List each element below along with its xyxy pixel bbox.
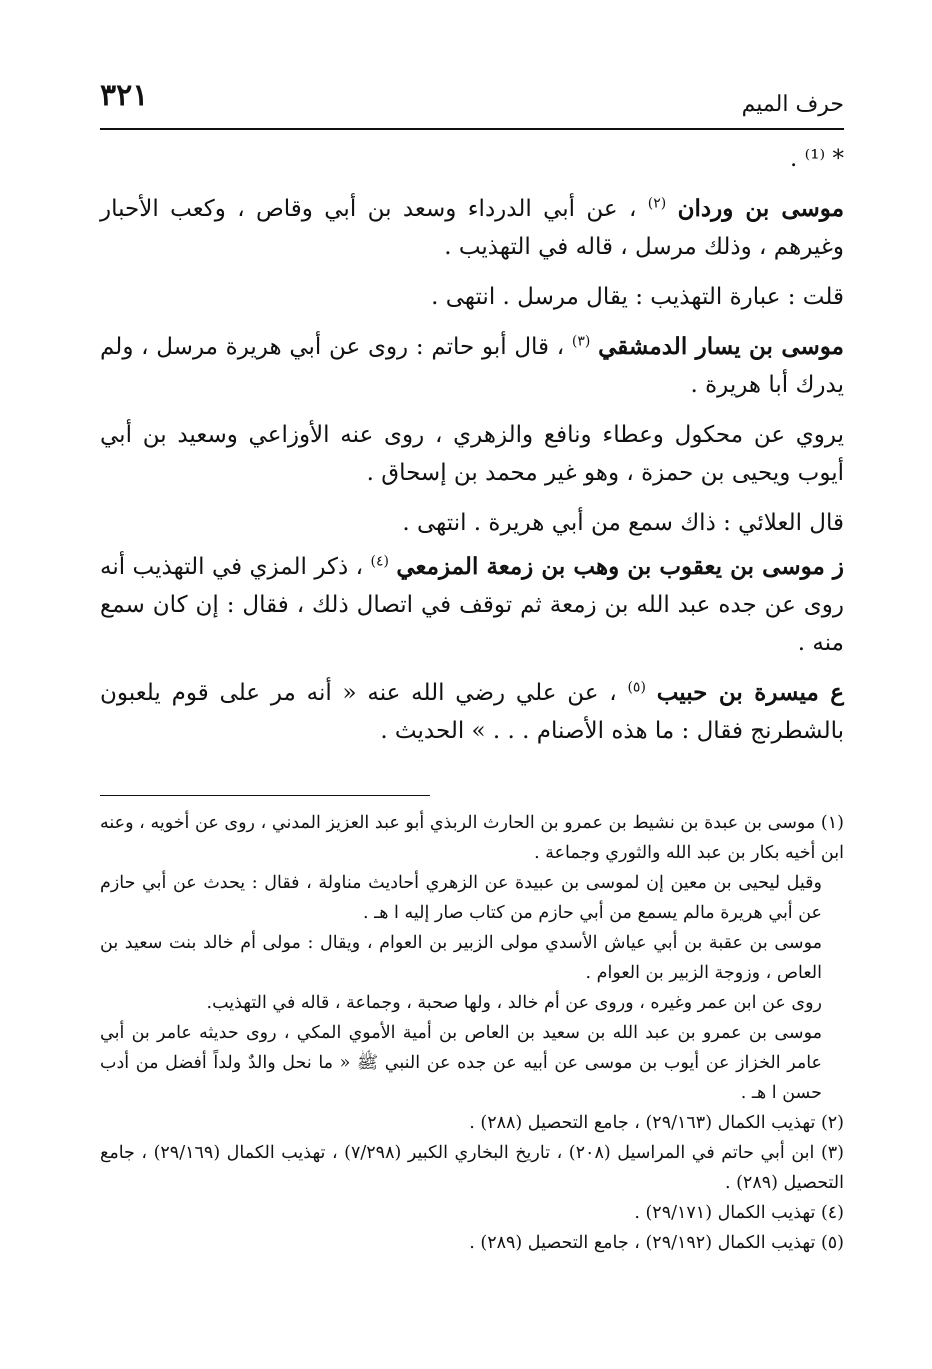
- page-header: [100, 78, 844, 130]
- entry-text: قال العلائي : ذاك سمع من أبي هريرة . انتهى .: [402, 510, 844, 536]
- entry-paragraph: [100, 190, 844, 266]
- footnote-number: (١): [820, 813, 844, 833]
- footnote-divider: [100, 795, 430, 796]
- footnote-text: موسى بن عمرو بن عبد الله بن سعيد بن العاص بن أمية الأموي المكي ، روى حديثه عامر بن أبي عامر الخزاز عن أيوب بن موسى عن أبيه عن جده عن النبي ﷺ « ما نحل والدٌ ولداً أفضل من أدب حسن ا هـ .: [100, 1023, 822, 1103]
- running-head: حرف الميم: [741, 92, 844, 117]
- footnote-text: تهذيب الكمال (٢٩/١٦٣) ، جامع التحصيل (٢٨٨) .: [469, 1113, 816, 1133]
- entry-paragraph: [100, 416, 844, 492]
- footnote-number: (٢): [820, 1113, 844, 1133]
- footnote-number: (٤): [820, 1203, 844, 1223]
- main-text: [100, 140, 844, 762]
- footnote-text: وقيل ليحيى بن معين إن لموسى بن عبيدة عن الزهري أحاديث مناولة ، فقال : يحدث عن أبي حازم عن أبي هريرة مالم يسمع من أبي حازم من كتاب صار إليه ا هـ .: [100, 873, 822, 923]
- entry-name: ز موسى بن يعقوب بن وهب بن زمعة المزمعي: [396, 553, 845, 580]
- footnote: [100, 1198, 844, 1228]
- footnote: [100, 1228, 844, 1258]
- footnote-number: (٣): [820, 1143, 844, 1163]
- page-number: ٣٢١: [100, 78, 149, 113]
- entry-paragraph: [100, 328, 844, 404]
- entry-text: ، عن أبي الدرداء وسعد بن أبي وقاص ، وكعب الأحبار وغيرهم ، وذلك مرسل ، قاله في التهذيب .: [100, 196, 844, 260]
- entry-paragraph: [100, 674, 844, 750]
- entry-text: قلت : عبارة التهذيب : يقال مرسل . انتهى .: [431, 284, 844, 310]
- footnote-ref: (٤): [370, 553, 389, 570]
- footnote-continuation: [100, 1018, 844, 1108]
- entry-text: ، ذكر المزي في التهذيب أنه روى عن جده عبد الله بن زمعة ثم توقف في اتصال ذلك ، فقال : إن كان سمع منه .: [100, 554, 844, 656]
- footnote-text: تهذيب الكمال (٢٩/١٧١) .: [634, 1203, 816, 1223]
- footnote-continuation: [100, 988, 844, 1018]
- footnote-ref: (٢): [647, 195, 667, 212]
- footnote: [100, 808, 844, 868]
- entry-paragraph: [100, 548, 844, 662]
- footnote-text: موسى بن عبدة بن نشيط بن عمرو بن الحارث الربذي أبو عبد العزيز المدني ، روى عن أخويه ، وعنه ابن أخيه بكار بن عبد الله والثوري وجماعة .: [100, 813, 844, 863]
- footnote-text: روى عن ابن عمر وغيره ، وروى عن أم خالد ، ولها صحبة ، وجماعة ، قاله في التهذيب.: [206, 993, 822, 1013]
- footnote-continuation: [100, 868, 844, 928]
- entry-name: ع ميسرة بن حبيب: [656, 679, 845, 706]
- entry-paragraph: [100, 504, 844, 542]
- footnote-text: تهذيب الكمال (٢٩/١٩٢) ، جامع التحصيل (٢٨٩) .: [469, 1233, 816, 1253]
- entry-name: موسى بن وردان: [677, 195, 845, 222]
- entry-paragraph: [100, 278, 844, 316]
- footnote: [100, 1138, 844, 1198]
- footnote-ref: (٥): [627, 679, 646, 696]
- entry-text: ، عن علي رضي الله عنه « أنه مر على قوم يلعبون بالشطرنج فقال : ما هذه الأصنام . . . » الحديث .: [100, 680, 844, 744]
- footnote-number: (٥): [820, 1233, 844, 1253]
- entry-text: يروي عن محكول وعطاء ونافع والزهري ، روى عنه الأوزاعي وسعيد بن أبي أيوب ويحيى بن حمزة ، وهو غير محمد بن إسحاق .: [100, 422, 844, 486]
- footnote: [100, 1108, 844, 1138]
- footnote-text: ابن أبي حاتم في المراسيل (٢٠٨) ، تاريخ البخاري الكبير (٧/٢٩٨) ، تهذيب الكمال (٢٩/١٦٩) ، جامع التحصيل (٢٨٩) .: [100, 1143, 844, 1193]
- entry-marker: * ⁽¹⁾ .: [790, 146, 844, 172]
- footnote-continuation: [100, 928, 844, 988]
- entry-name: موسى بن يسار الدمشقي: [598, 333, 845, 360]
- entry-text: ، قال أبو حاتم : روى عن أبي هريرة مرسل ، ولم يدرك أبا هريرة .: [100, 334, 844, 398]
- footnotes: [100, 808, 844, 1258]
- footnote-text: موسى بن عقبة بن أبي عياش الأسدي مولى الزبير بن العوام ، ويقال : مولى أم خالد بنت سعيد بن العاص ، وزوجة الزبير بن العوام .: [100, 933, 822, 983]
- footnote-ref: (٣): [571, 333, 591, 350]
